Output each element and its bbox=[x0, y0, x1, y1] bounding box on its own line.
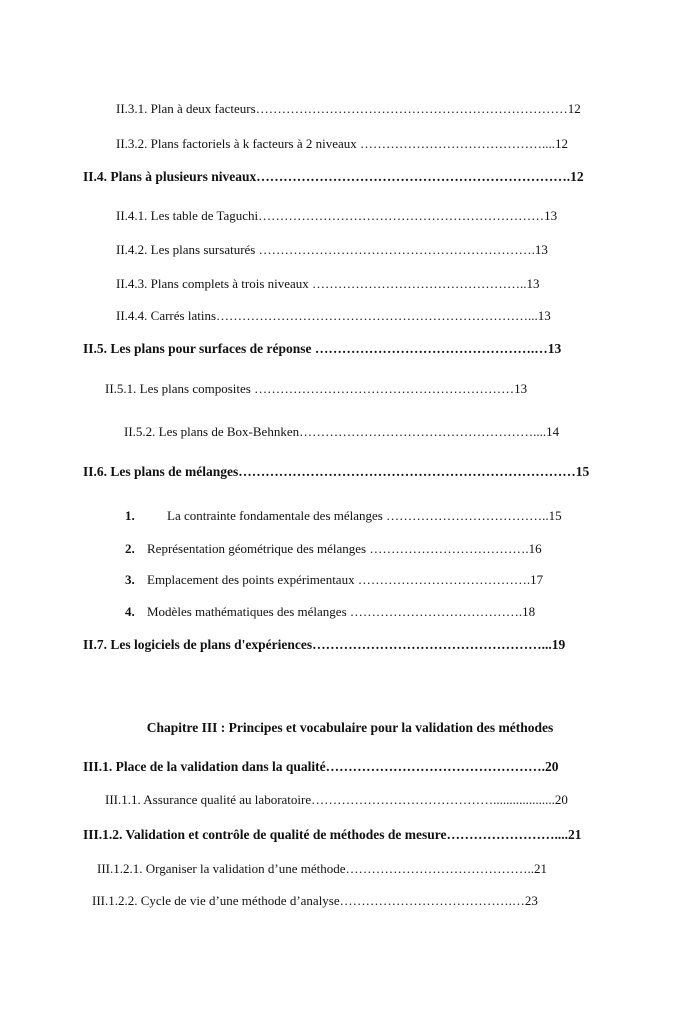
toc-entry-III-1-2: III.1.2. Validation et contrôle de qualité de méthodes de mesure……………………....21 bbox=[83, 827, 582, 842]
toc-entry-II-5: II.5. Les plans pour surfaces de réponse ………………………………………….…13 bbox=[83, 341, 562, 356]
list-number: 2. bbox=[125, 541, 135, 556]
toc-entry-II-4-2: II.4.2. Les plans sursaturés ……………………………………………………….13 bbox=[116, 242, 548, 257]
toc-entry-melange-4 bbox=[125, 604, 535, 620]
toc-entry-II-5-1: II.5.1. Les plans composites ……………………………………………………13 bbox=[105, 381, 528, 396]
toc-entry-III-1-2-2: III.1.2.2. Cycle de vie d’une méthode d’analyse………………………………….…23 bbox=[92, 893, 538, 908]
list-text: Modèles mathématiques des mélanges ………………………………….18 bbox=[147, 604, 536, 619]
toc-entry-II-4-4: II.4.4. Carrés latins………………………………………………………………...13 bbox=[116, 308, 551, 323]
toc-entry-II-3-1: II.3.1. Plan à deux facteurs………………………………………………………………12 bbox=[116, 101, 581, 116]
toc-entry-II-5-2: II.5.2. Les plans de Box-Behnken………………………………………………....14 bbox=[124, 424, 560, 439]
toc-entry-II-6: II.6. Les plans de mélanges…………………………………………………………………15 bbox=[83, 464, 590, 479]
list-number: 4. bbox=[125, 604, 135, 619]
toc-entry-III-1-1: III.1.1. Assurance qualité au laboratoire……………………………………...................20 bbox=[105, 792, 568, 807]
chapter-title: Chapitre III : Principes et vocabulaire pour la validation des méthodes bbox=[146, 720, 554, 735]
toc-entry-melange-1 bbox=[125, 508, 562, 524]
list-text: Emplacement des points expérimentaux ………………………………….17 bbox=[147, 572, 544, 587]
toc-entry-melange-3 bbox=[125, 572, 543, 588]
list-number: 1. bbox=[125, 508, 135, 523]
toc-entry-II-4-1: II.4.1. Les table de Taguchi…………………………………………………………13 bbox=[116, 208, 558, 223]
list-text: La contrainte fondamentale des mélanges ………………………………..15 bbox=[167, 508, 562, 523]
list-number: 3. bbox=[125, 572, 135, 587]
list-text: Représentation géométrique des mélanges ……………………………….16 bbox=[147, 541, 542, 556]
toc-entry-II-4: II.4. Plans à plusieurs niveaux…………………………………………………………….12 bbox=[83, 169, 584, 184]
toc-entry-melange-2 bbox=[125, 541, 542, 557]
toc-entry-II-3-2: II.3.2. Plans factoriels à k facteurs à 2 niveaux ……………………………………....12 bbox=[116, 136, 569, 151]
toc-entry-III-1: III.1. Place de la validation dans la qualité………………………………………….20 bbox=[83, 759, 559, 774]
toc-entry-II-4-3: II.4.3. Plans complets à trois niveaux …………………………………………..13 bbox=[116, 276, 540, 291]
toc-entry-III-1-2-1: III.1.2.1. Organiser la validation d’une méthode……………………………………..21 bbox=[97, 861, 547, 876]
toc-entry-II-7: II.7. Les logiciels de plans d'expériences……………………………………………...19 bbox=[83, 637, 566, 652]
